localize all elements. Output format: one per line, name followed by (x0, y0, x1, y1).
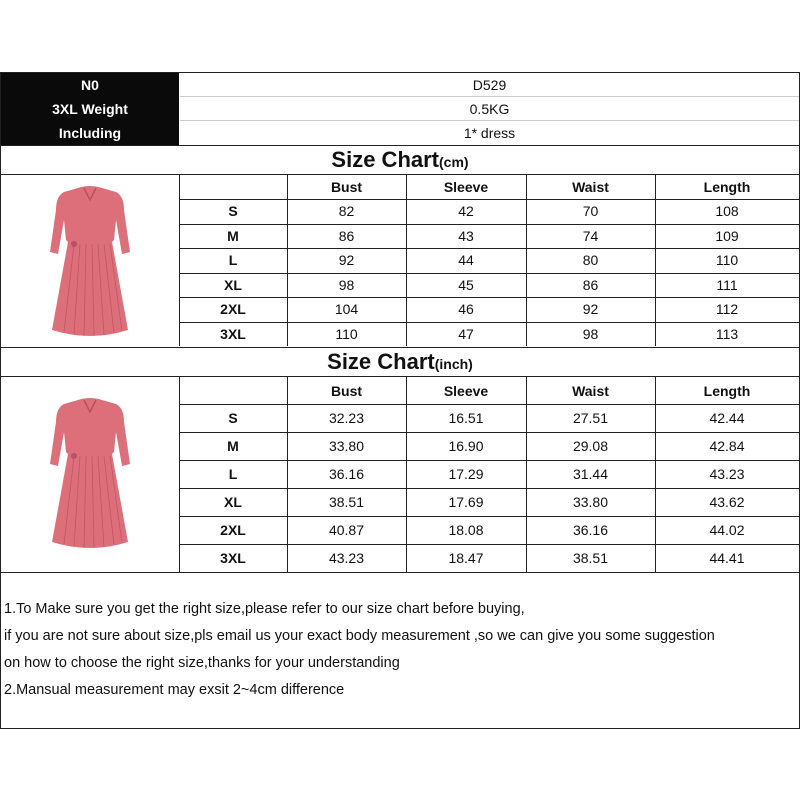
inch-table-cell: 16.51 (448, 410, 484, 426)
cm-title-unit: (cm) (439, 154, 469, 170)
cm-table-cell: 86 (338, 227, 355, 244)
inch-table-cell: 18.47 (448, 550, 484, 566)
cm-table-cell: 82 (338, 203, 355, 220)
cm-table-cell: 98 (338, 276, 355, 293)
inch-title-text: Size Chart (327, 349, 435, 374)
inch-table-cell: 18.08 (448, 522, 484, 538)
cm-table-cell: 104 (334, 301, 359, 318)
dress-image-cm (44, 180, 136, 344)
inch-size-label: 2XL (220, 522, 246, 538)
info-label-n0: N0 (1, 73, 179, 97)
cm-table-cell: 42 (458, 203, 474, 220)
inch-table-cell: 43.62 (709, 494, 745, 510)
cm-col-header: Sleeve (443, 179, 489, 195)
inch-col-header: Sleeve (443, 382, 489, 399)
note-line: 1.To Make sure you get the right size,please refer to our size chart before buying, (4, 601, 525, 617)
cm-chart-title (0, 146, 800, 174)
cm-col-header: Waist (572, 179, 609, 195)
cm-table-cell: 44 (458, 252, 474, 269)
inch-table-cell: 43.23 (709, 466, 745, 482)
note-line: on how to choose the right size,thanks for your understanding (4, 655, 400, 671)
cm-col-header: Length (703, 179, 751, 195)
cm-table-cell: 111 (716, 276, 738, 293)
cm-table-cell: 46 (458, 301, 474, 318)
inch-table-cell: 33.80 (572, 494, 609, 510)
inch-table-cell: 40.87 (328, 522, 365, 538)
info-label-weight: 3XL Weight (1, 97, 179, 121)
cm-table-cell: 86 (582, 276, 599, 293)
inch-table-cell: 29.08 (572, 438, 609, 454)
cm-table-cell: 109 (715, 227, 739, 244)
cm-table-cell: 74 (582, 227, 599, 244)
inch-chart-title (0, 348, 800, 376)
inch-table-cell: 36.16 (328, 466, 365, 482)
info-value-weight: 0.5KG (469, 101, 510, 117)
inch-table-cell: 17.69 (448, 494, 484, 510)
inch-col-header: Waist (572, 382, 609, 399)
info-value-including: 1* dress (463, 125, 516, 141)
inch-table-cell: 33.80 (328, 438, 365, 454)
note-line: if you are not sure about size,pls email us your exact body measurement ,so we can give you some suggestion (4, 628, 715, 644)
inch-table-cell: 31.44 (572, 466, 609, 482)
notes (4, 596, 798, 704)
cm-table-cell: 92 (338, 252, 355, 269)
inch-size-label: M (227, 438, 239, 454)
cm-table-cell: 80 (582, 252, 599, 269)
inch-table-cell: 36.16 (572, 522, 609, 538)
inch-table-cell: 16.90 (448, 438, 484, 454)
cm-size-label: 2XL (220, 301, 246, 318)
inch-size-label: XL (224, 494, 242, 510)
info-value-n0: D529 (472, 77, 507, 93)
divider (0, 572, 800, 573)
cm-table-cell: 113 (715, 325, 739, 342)
note-line: 2.Mansual measurement may exsit 2~4cm difference (4, 682, 345, 698)
inch-table-cell: 44.41 (709, 550, 745, 566)
inch-table-cell: 27.51 (572, 410, 609, 426)
inch-title-unit: (inch) (434, 356, 473, 372)
cm-size-label: XL (224, 276, 242, 293)
cm-size-label: 3XL (220, 325, 246, 342)
cm-size-label: S (228, 203, 238, 220)
inch-table-cell: 17.29 (448, 466, 484, 482)
cm-size-label: M (227, 227, 239, 244)
cm-table-cell: 110 (335, 325, 358, 342)
cm-col-header: Bust (330, 179, 363, 195)
divider (180, 96, 799, 97)
cm-table-cell: 108 (715, 203, 739, 220)
inch-table-cell: 42.84 (709, 438, 745, 454)
inch-col-header: Length (703, 382, 751, 399)
cm-table-cell: 43 (458, 227, 474, 244)
cm-table-cell: 112 (715, 301, 739, 318)
inch-table-cell: 42.44 (709, 410, 745, 426)
divider (180, 120, 799, 121)
info-label-including: Including (1, 121, 179, 145)
cm-table-cell: 92 (582, 301, 599, 318)
inch-size-label: L (228, 466, 238, 482)
cm-table-cell: 45 (458, 276, 474, 293)
inch-table-cell: 44.02 (709, 522, 745, 538)
cm-table-cell: 70 (582, 203, 599, 220)
cm-title-text: Size Chart (331, 147, 440, 172)
inch-table-cell: 38.51 (572, 550, 609, 566)
inch-table-cell: 43.23 (328, 550, 365, 566)
inch-size-label: S (228, 410, 238, 426)
cm-table-cell: 98 (582, 325, 599, 342)
inch-table-cell: 32.23 (328, 410, 365, 426)
inch-col-header: Bust (330, 382, 363, 399)
inch-size-label: 3XL (220, 550, 246, 566)
inch-table-cell: 38.51 (328, 494, 365, 510)
cm-table-cell: 110 (715, 252, 739, 269)
dress-image-inch (44, 390, 136, 558)
cm-size-label: L (228, 252, 238, 269)
cm-table-cell: 47 (458, 325, 474, 342)
